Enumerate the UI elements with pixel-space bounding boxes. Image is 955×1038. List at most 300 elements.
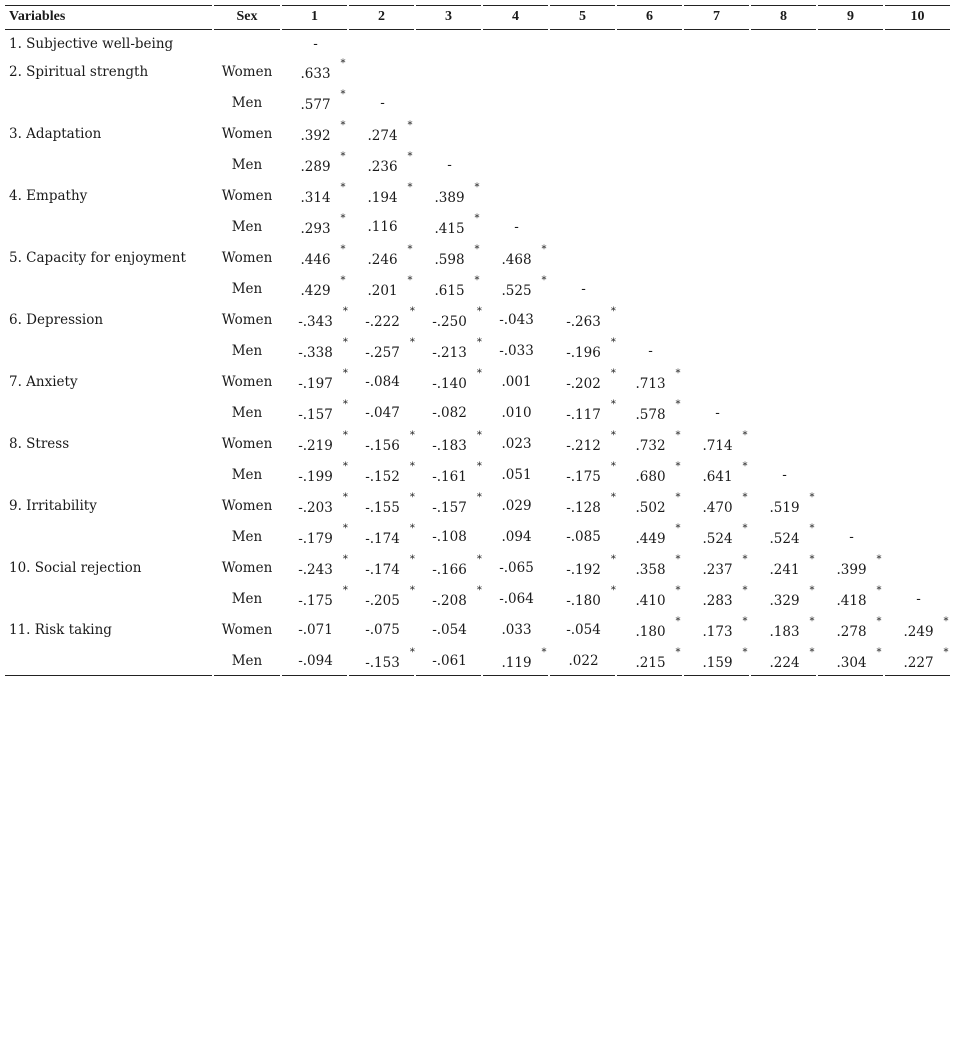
correlation-value: -.338	[298, 345, 333, 361]
correlation-value: -.075	[365, 622, 400, 638]
correlation-cell	[432, 653, 467, 669]
correlation-value: -.212	[566, 438, 601, 454]
significance-star: *	[809, 492, 815, 503]
correlation-value: .578	[635, 407, 666, 423]
sex-label: Men	[231, 467, 263, 483]
table-bottom-rule	[550, 675, 615, 676]
correlation-value: -.199	[298, 469, 333, 485]
significance-star: *	[407, 275, 413, 286]
significance-star: *	[474, 182, 480, 193]
correlation-cell	[836, 616, 882, 640]
correlation-value: .314	[300, 190, 331, 206]
correlation-cell	[298, 368, 348, 392]
table-bottom-rule	[483, 675, 548, 676]
correlation-value: -.174	[365, 531, 400, 547]
correlation-value: .304	[836, 655, 867, 671]
table-bottom-rule	[818, 675, 883, 676]
sex-label: Women	[221, 126, 273, 142]
table-header-rule	[885, 29, 950, 30]
correlation-value: .293	[300, 221, 331, 237]
correlation-cell	[365, 337, 415, 361]
correlation-cell	[635, 430, 681, 454]
sex-label: Men	[231, 653, 263, 669]
correlation-value: .410	[635, 593, 666, 609]
significance-star: *	[610, 585, 616, 596]
significance-star: *	[342, 554, 348, 565]
table-bottom-rule	[214, 675, 280, 676]
significance-star: *	[342, 368, 348, 379]
correlation-value: -.166	[432, 562, 467, 578]
significance-star: *	[409, 461, 415, 472]
correlation-cell	[566, 430, 616, 454]
variable-name: 4. Empathy	[9, 188, 88, 204]
table-top-rule	[214, 5, 280, 6]
correlation-cell	[514, 219, 519, 235]
correlation-cell	[300, 213, 346, 237]
correlation-value: .237	[702, 562, 733, 578]
correlation-value: -.152	[365, 469, 400, 485]
significance-star: *	[742, 647, 748, 658]
correlation-value: -.064	[499, 591, 534, 607]
correlation-value: -.157	[298, 407, 333, 423]
significance-star: *	[610, 368, 616, 379]
significance-star: *	[409, 492, 415, 503]
correlation-cell	[501, 275, 547, 299]
correlation-value: .173	[702, 624, 733, 640]
table-header-rule	[214, 29, 280, 30]
correlation-value: .358	[635, 562, 666, 578]
sex-label: Men	[231, 157, 263, 173]
significance-star: *	[541, 244, 547, 255]
variable-name: 1. Subjective well-being	[9, 36, 174, 52]
correlation-cell	[501, 436, 531, 452]
correlation-value: -.203	[298, 500, 333, 516]
correlation-cell	[903, 616, 949, 640]
correlation-value: .236	[367, 159, 398, 175]
correlation-value: .119	[501, 655, 532, 671]
significance-star: *	[409, 430, 415, 441]
correlation-cell	[367, 275, 413, 299]
significance-star: *	[610, 492, 616, 503]
variable-name: 2. Spiritual strength	[9, 64, 149, 80]
variable-name: 3. Adaptation	[9, 126, 102, 142]
correlation-cell	[501, 498, 531, 514]
correlation-value: -.108	[432, 529, 467, 545]
correlation-cell	[501, 405, 531, 421]
correlation-cell	[499, 343, 534, 359]
significance-star: *	[476, 306, 482, 317]
sex-label: Women	[221, 250, 273, 266]
significance-star: *	[340, 213, 346, 224]
correlation-cell	[298, 653, 333, 669]
significance-star: *	[610, 554, 616, 565]
correlation-cell	[432, 492, 482, 516]
header-col-2: 2	[378, 9, 385, 24]
correlation-value: -.250	[432, 314, 467, 330]
correlation-cell	[367, 244, 413, 268]
variable-name: 8. Stress	[9, 436, 70, 452]
correlation-cell	[836, 585, 882, 609]
significance-star: *	[610, 306, 616, 317]
sex-label: Men	[231, 591, 263, 607]
correlation-cell	[300, 58, 346, 82]
significance-star: *	[407, 151, 413, 162]
significance-star: *	[340, 182, 346, 193]
correlation-value: .502	[635, 500, 666, 516]
significance-star: *	[675, 554, 681, 565]
correlation-value: .278	[836, 624, 867, 640]
correlation-value: .180	[635, 624, 666, 640]
header-col-3: 3	[445, 9, 452, 24]
header-col-1: 1	[311, 9, 318, 24]
sex-label: Women	[221, 188, 273, 204]
correlation-cell	[365, 523, 415, 547]
table-header-rule	[751, 29, 816, 30]
correlation-cell	[635, 616, 681, 640]
correlation-cell	[298, 585, 348, 609]
significance-star: *	[476, 368, 482, 379]
significance-star: *	[342, 492, 348, 503]
significance-star: *	[342, 306, 348, 317]
table-bottom-rule	[349, 675, 414, 676]
correlation-value: .283	[702, 593, 733, 609]
correlation-cell	[432, 430, 482, 454]
correlation-cell	[432, 622, 467, 638]
correlation-value: -.179	[298, 531, 333, 547]
significance-star: *	[407, 120, 413, 131]
correlation-cell	[566, 399, 616, 423]
correlation-value: .429	[300, 283, 331, 299]
correlation-cell	[313, 36, 318, 52]
table-bottom-rule	[617, 675, 682, 676]
correlation-cell	[367, 219, 397, 235]
correlation-cell	[298, 492, 348, 516]
correlation-value: .201	[367, 283, 398, 299]
correlation-cell	[380, 95, 385, 111]
header-variables: Variables	[9, 9, 66, 24]
table-header-rule	[684, 29, 749, 30]
correlation-cell	[849, 529, 854, 545]
correlation-value: -.071	[298, 622, 333, 638]
correlation-cell	[702, 523, 748, 547]
correlation-value: -.213	[432, 345, 467, 361]
correlation-value: .415	[434, 221, 465, 237]
significance-star: *	[476, 554, 482, 565]
sex-label: Men	[231, 405, 263, 421]
correlation-value: -.094	[298, 653, 333, 669]
correlation-cell	[298, 461, 348, 485]
correlation-cell	[434, 275, 480, 299]
sex-label: Women	[221, 498, 273, 514]
correlation-value: .470	[702, 500, 733, 516]
correlation-cell	[298, 337, 348, 361]
table-header-rule	[818, 29, 883, 30]
table-top-rule	[818, 5, 883, 6]
correlation-value: -.208	[432, 593, 467, 609]
correlation-value: .392	[300, 128, 331, 144]
correlation-cell	[702, 554, 748, 578]
correlation-value: -.180	[566, 593, 601, 609]
table-bottom-rule	[416, 675, 481, 676]
correlation-cell	[432, 461, 482, 485]
correlation-value: .033	[501, 622, 532, 638]
correlation-value: .246	[367, 252, 398, 268]
correlation-value: .159	[702, 655, 733, 671]
correlation-cell	[702, 585, 748, 609]
variable-name: 9. Irritability	[9, 498, 97, 514]
correlation-cell	[298, 306, 348, 330]
table-top-rule	[751, 5, 816, 6]
correlation-value: .399	[836, 562, 867, 578]
correlation-cell	[501, 622, 531, 638]
correlation-cell	[702, 430, 748, 454]
table-header-rule	[416, 29, 481, 30]
correlation-cell	[836, 554, 882, 578]
correlation-cell	[432, 306, 482, 330]
correlation-cell	[568, 653, 598, 669]
significance-star: *	[476, 430, 482, 441]
correlation-value: .183	[769, 624, 800, 640]
correlation-value: -.061	[432, 653, 467, 669]
significance-star: *	[675, 461, 681, 472]
correlation-value: -.219	[298, 438, 333, 454]
significance-star: *	[675, 647, 681, 658]
correlation-cell	[432, 585, 482, 609]
significance-star: *	[409, 337, 415, 348]
correlation-cell	[635, 492, 681, 516]
correlation-value: .713	[635, 376, 666, 392]
correlation-value: -.243	[298, 562, 333, 578]
table-bottom-rule	[751, 675, 816, 676]
significance-star: *	[474, 244, 480, 255]
correlation-cell	[365, 492, 415, 516]
correlation-value: .051	[501, 467, 532, 483]
correlation-cell	[769, 554, 815, 578]
correlation-value: -.197	[298, 376, 333, 392]
sex-label: Men	[231, 219, 263, 235]
correlation-cell	[300, 120, 346, 144]
correlation-cell	[702, 461, 748, 485]
significance-star: *	[340, 151, 346, 162]
correlation-value: .022	[568, 653, 599, 669]
header-col-4: 4	[512, 9, 519, 24]
significance-star: *	[943, 616, 949, 627]
correlation-value: -	[581, 281, 586, 297]
correlation-cell	[566, 337, 616, 361]
significance-star: *	[342, 430, 348, 441]
correlation-value: .615	[434, 283, 465, 299]
correlation-value: -.156	[365, 438, 400, 454]
correlation-cell	[501, 467, 531, 483]
significance-star: *	[675, 585, 681, 596]
correlation-value: .598	[434, 252, 465, 268]
correlation-value: .001	[501, 374, 532, 390]
correlation-cell	[635, 368, 681, 392]
correlation-cell	[365, 647, 415, 671]
correlation-cell	[501, 244, 547, 268]
significance-star: *	[340, 275, 346, 286]
correlation-value: .241	[769, 562, 800, 578]
correlation-cell	[300, 89, 346, 113]
correlation-cell	[434, 182, 480, 206]
table-top-rule	[550, 5, 615, 6]
correlation-value: -.192	[566, 562, 601, 578]
correlation-cell	[298, 523, 348, 547]
correlation-value: -.033	[499, 343, 534, 359]
correlation-value: -.140	[432, 376, 467, 392]
correlation-cell	[566, 368, 616, 392]
correlation-cell	[635, 585, 681, 609]
correlation-value: -	[648, 343, 653, 359]
correlation-value: .446	[300, 252, 331, 268]
significance-star: *	[340, 89, 346, 100]
correlation-value: .418	[836, 593, 867, 609]
correlation-value: .274	[367, 128, 398, 144]
correlation-value: -	[715, 405, 720, 421]
correlation-value: -	[313, 36, 318, 52]
correlation-value: -	[782, 467, 787, 483]
header-col-9: 9	[847, 9, 854, 24]
correlation-value: .468	[501, 252, 532, 268]
correlation-cell	[365, 461, 415, 485]
table-bottom-rule	[282, 675, 347, 676]
correlation-value: -.128	[566, 500, 601, 516]
correlation-value: .215	[635, 655, 666, 671]
correlation-value: -.196	[566, 345, 601, 361]
correlation-value: -.065	[499, 560, 534, 576]
correlation-cell	[300, 244, 346, 268]
significance-star: *	[742, 492, 748, 503]
correlation-value: -.222	[365, 314, 400, 330]
correlation-cell	[298, 430, 348, 454]
correlation-cell	[367, 182, 413, 206]
correlation-cell	[499, 560, 534, 576]
table-top-rule	[885, 5, 950, 6]
variable-name: 5. Capacity for enjoyment	[9, 250, 186, 266]
correlation-value: .116	[367, 219, 398, 235]
correlation-cell	[769, 523, 815, 547]
significance-star: *	[876, 647, 882, 658]
variable-name: 11. Risk taking	[9, 622, 112, 638]
correlation-cell	[298, 622, 333, 638]
correlation-value: -.082	[432, 405, 467, 421]
correlation-cell	[566, 585, 616, 609]
table-header-rule	[617, 29, 682, 30]
significance-star: *	[342, 399, 348, 410]
correlation-cell	[566, 492, 616, 516]
correlation-cell	[702, 616, 748, 640]
significance-star: *	[407, 244, 413, 255]
significance-star: *	[409, 306, 415, 317]
correlation-cell	[769, 492, 815, 516]
significance-star: *	[476, 461, 482, 472]
header-sex: Sex	[236, 9, 258, 24]
significance-star: *	[409, 523, 415, 534]
significance-star: *	[675, 523, 681, 534]
significance-star: *	[742, 523, 748, 534]
header-col-7: 7	[713, 9, 720, 24]
significance-star: *	[809, 616, 815, 627]
significance-star: *	[876, 554, 882, 565]
table-header-rule	[483, 29, 548, 30]
significance-star: *	[675, 492, 681, 503]
correlation-value: -.117	[566, 407, 601, 423]
correlation-value: -	[514, 219, 519, 235]
table-top-rule	[5, 5, 212, 6]
correlation-cell	[300, 151, 346, 175]
correlation-cell	[566, 529, 601, 545]
significance-star: *	[610, 430, 616, 441]
correlation-cell	[298, 554, 348, 578]
significance-star: *	[610, 399, 616, 410]
table-header-rule	[550, 29, 615, 30]
correlation-value: .714	[702, 438, 733, 454]
significance-star: *	[340, 58, 346, 69]
correlation-cell	[499, 591, 534, 607]
correlation-value: .680	[635, 469, 666, 485]
significance-star: *	[876, 585, 882, 596]
correlation-cell	[367, 151, 413, 175]
sex-label: Women	[221, 312, 273, 328]
correlation-value: .329	[769, 593, 800, 609]
variable-name: 10. Social rejection	[9, 560, 142, 576]
table-top-rule	[349, 5, 414, 6]
correlation-value: -.175	[566, 469, 601, 485]
significance-star: *	[742, 430, 748, 441]
correlation-cell	[635, 647, 681, 671]
correlation-cell	[365, 374, 400, 390]
significance-star: *	[809, 647, 815, 658]
correlation-value: -.153	[365, 655, 400, 671]
significance-star: *	[476, 337, 482, 348]
significance-star: *	[675, 399, 681, 410]
significance-star: *	[476, 585, 482, 596]
correlation-value: .289	[300, 159, 331, 175]
significance-star: *	[742, 616, 748, 627]
correlation-cell	[432, 337, 482, 361]
significance-star: *	[476, 492, 482, 503]
correlation-value: .029	[501, 498, 532, 514]
significance-star: *	[409, 647, 415, 658]
correlation-cell	[702, 492, 748, 516]
correlation-value: -.205	[365, 593, 400, 609]
significance-star: *	[610, 461, 616, 472]
correlation-cell	[434, 244, 480, 268]
correlation-value: -	[447, 157, 452, 173]
correlation-cell	[635, 399, 681, 423]
table-bottom-rule	[684, 675, 749, 676]
correlation-cell	[903, 647, 949, 671]
correlation-cell	[432, 554, 482, 578]
correlation-value: -.054	[566, 622, 601, 638]
correlation-value: .023	[501, 436, 532, 452]
correlation-cell	[501, 529, 531, 545]
correlation-cell	[635, 523, 681, 547]
correlation-value: .524	[769, 531, 800, 547]
sex-label: Women	[221, 374, 273, 390]
sex-label: Women	[221, 560, 273, 576]
significance-star: *	[742, 554, 748, 565]
correlation-cell	[769, 616, 815, 640]
correlation-value: -.343	[298, 314, 333, 330]
correlation-value: .641	[702, 469, 733, 485]
significance-star: *	[675, 368, 681, 379]
correlation-value: -.084	[365, 374, 400, 390]
table-top-rule	[282, 5, 347, 6]
correlation-value: .524	[702, 531, 733, 547]
table-header-rule	[282, 29, 347, 30]
table-header-rule	[5, 29, 212, 30]
